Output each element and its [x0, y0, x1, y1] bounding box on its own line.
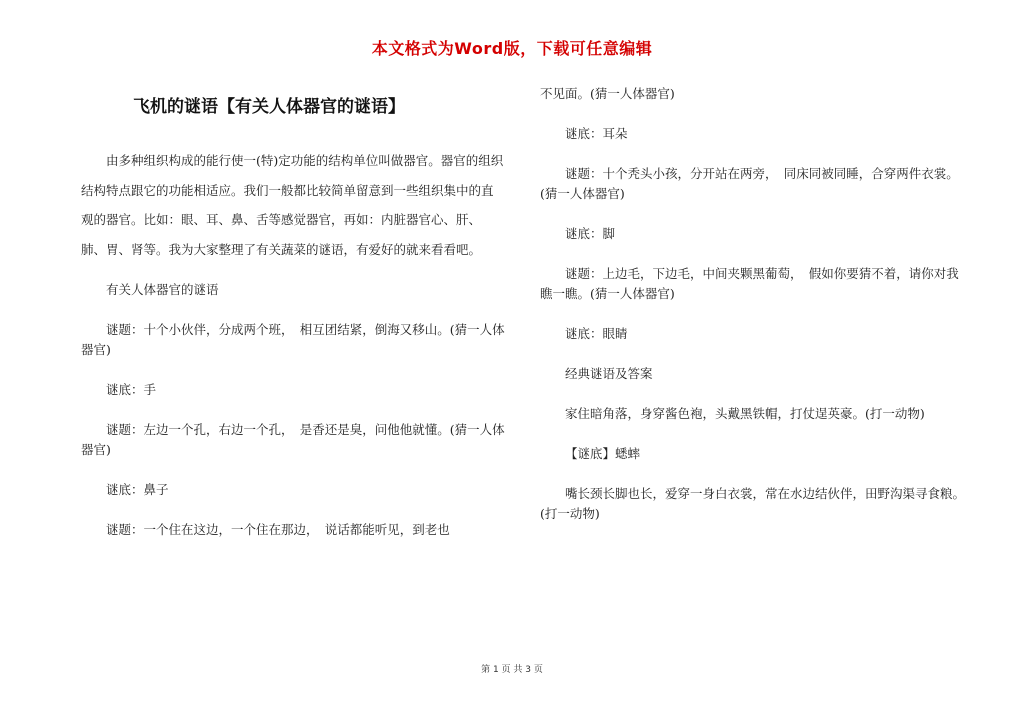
riddle-answer: 谜底：脚 [565, 226, 616, 241]
intro-paragraph: 由多种组织构成的能行使一(特)定功能的结构单位叫做器官。器官的组织结构特点跟它的功能相适应。我们一般都比较简单留意到一些组织集中的直观的器官。比如：眼、耳、鼻、舌等感觉器官，再如：内脏器官心、肝、肺、胃、肾等。我为大家整理了有关蔬菜的谜语，有爱好的就来看看吧。 [81, 153, 504, 257]
riddle-answer: 谜底：耳朵 [565, 126, 628, 141]
document-title: 飞机的谜语【有关人体器官的谜语】 [133, 97, 405, 117]
riddle-answer: 【谜底】蟋蟀 [565, 446, 641, 461]
riddle-question: 嘴长颈长脚也长，爱穿一身白衣裳，常在水边结伙伴，田野沟渠寻食粮。(打一动物) [540, 486, 966, 521]
right-column [540, 84, 970, 544]
left-column [81, 146, 505, 560]
riddle-answer: 谜底：眼睛 [565, 326, 628, 341]
section-heading: 有关人体器官的谜语 [106, 282, 219, 297]
riddle-question: 谜题：上边毛，下边毛，中间夹颗黑葡萄， 假如你要猜不着，请你对我瞧一瞧。(猜一人体器官) [540, 266, 959, 301]
riddle-question: 谜题：一个住在这边，一个住在那边， 说话都能听见，到老也 [106, 522, 450, 537]
document-banner: 本文格式为Word版，下载可任意编辑 [371, 39, 653, 58]
riddle-question: 谜题：十个秃头小孩，分开站在两旁， 同床同被同睡，合穿两件衣裳。(猜一人体器官) [540, 166, 959, 201]
riddle-question: 家住暗角落，身穿酱色袍，头戴黑铁帽，打仗逞英豪。(打一动物) [565, 406, 925, 421]
section-heading: 经典谜语及答案 [565, 366, 653, 381]
riddle-answer: 谜底：鼻子 [106, 482, 169, 497]
page-number: 第 1 页 共 3 页 [481, 665, 543, 675]
riddle-answer: 谜底：手 [106, 382, 157, 397]
riddle-question-continued: 不见面。(猜一人体器官) [540, 86, 675, 101]
riddle-question: 谜题：左边一个孔，右边一个孔， 是香还是臭，问他他就懂。(猜一人体器官) [81, 422, 505, 457]
riddle-question: 谜题：十个小伙伴，分成两个班， 相互团结紧，倒海又移山。(猜一人体器官) [81, 322, 505, 357]
